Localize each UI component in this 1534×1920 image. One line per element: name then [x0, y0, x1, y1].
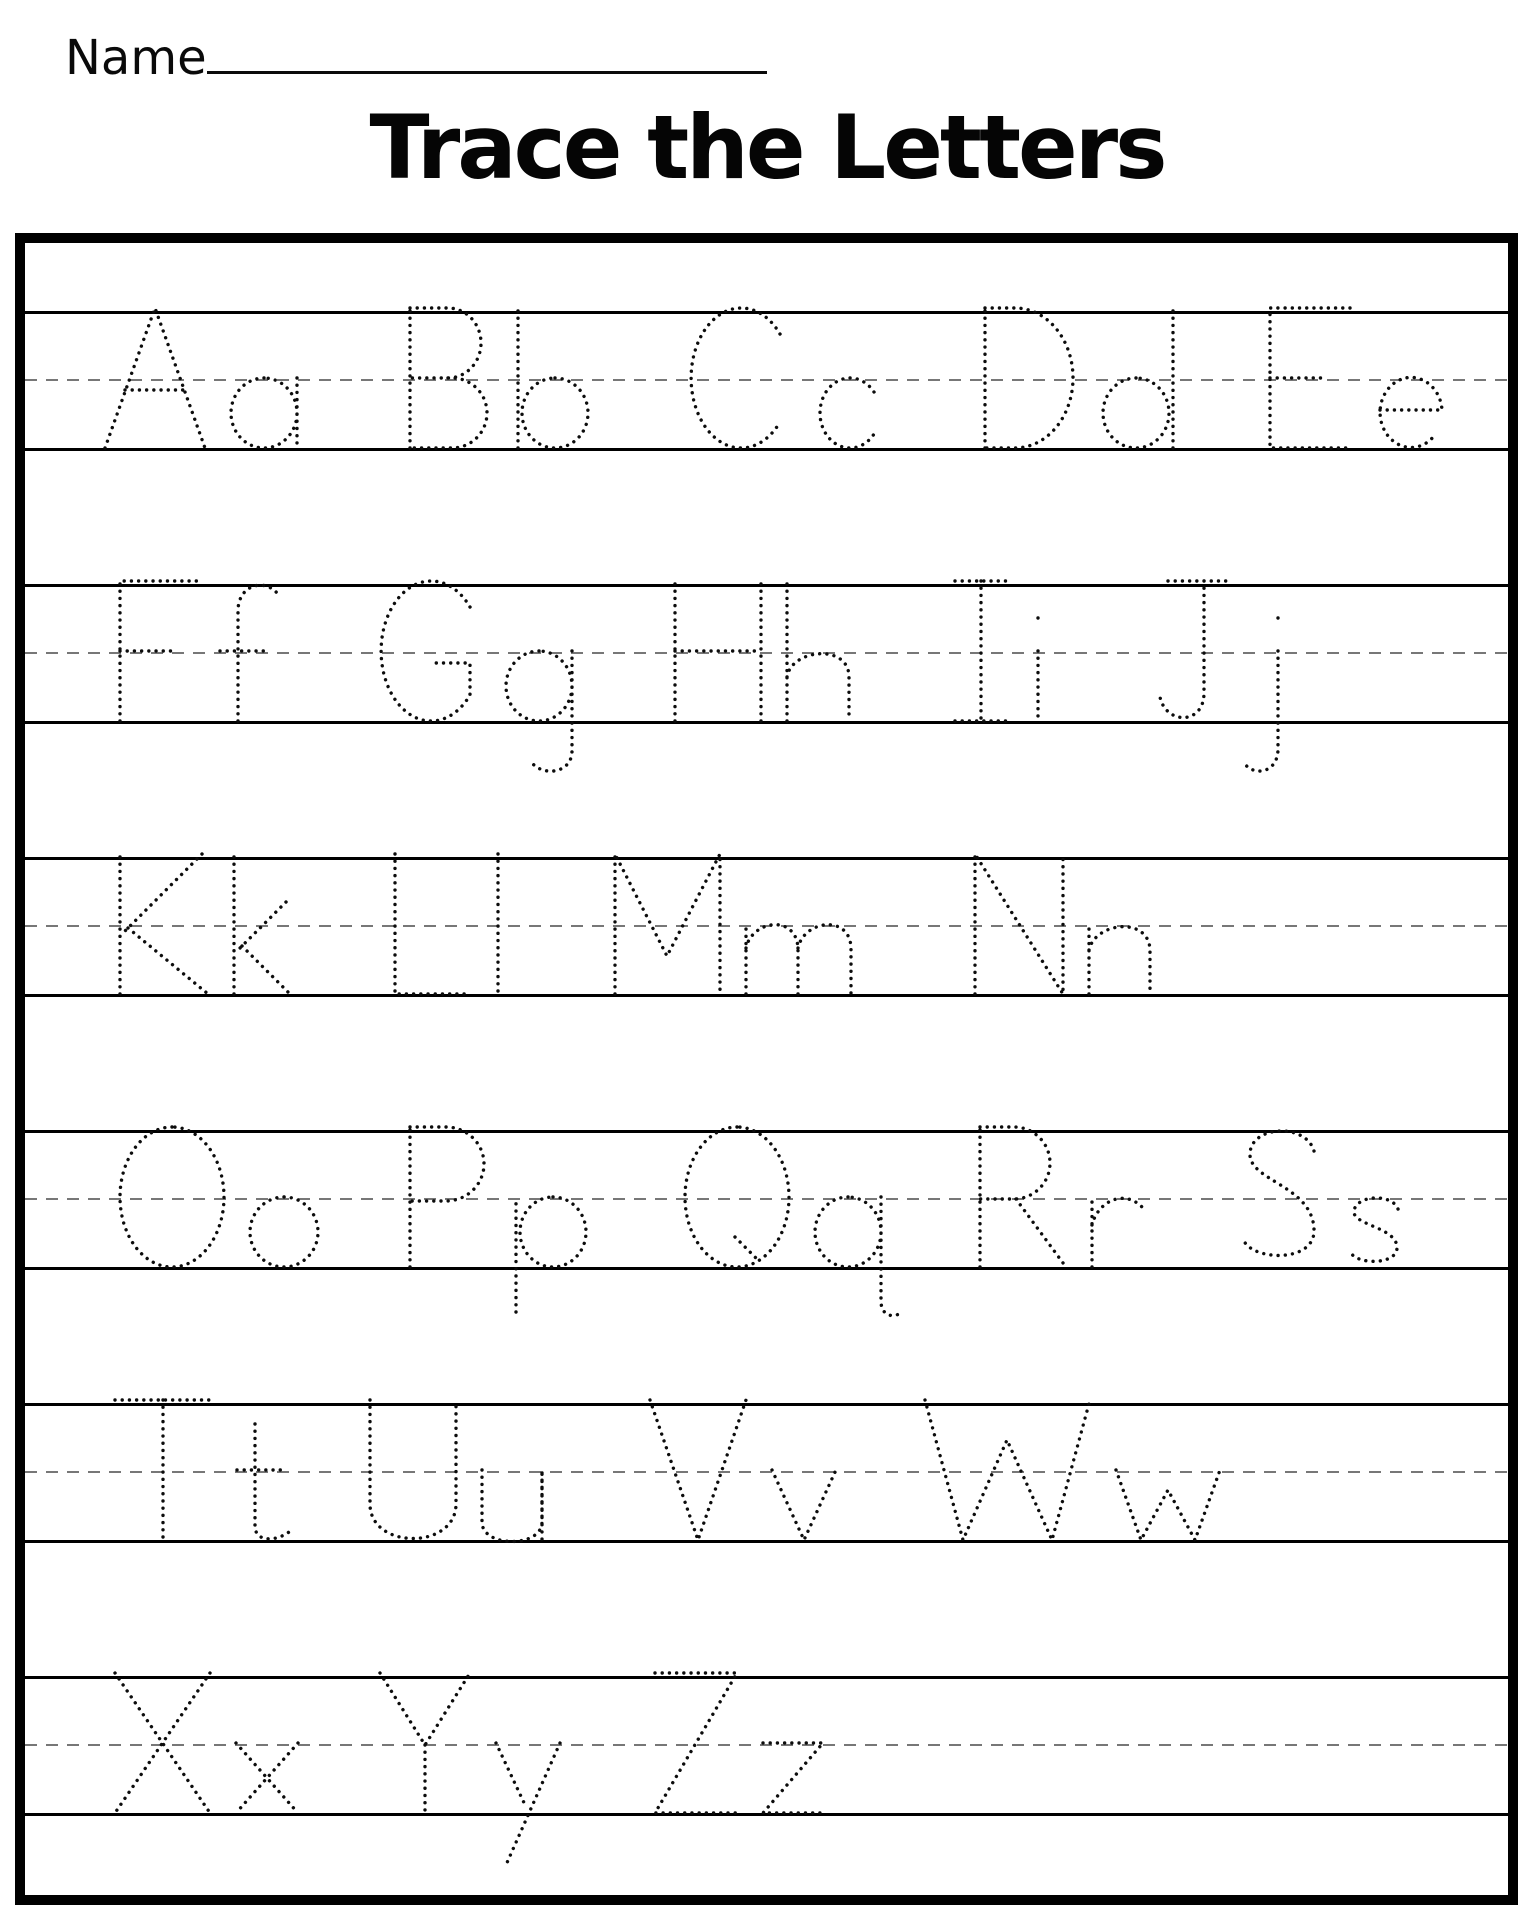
trace-letter-pair-Jj: [1160, 581, 1278, 771]
trace-row-5: [25, 1403, 1508, 1543]
trace-letter-M: [615, 854, 720, 994]
trace-letter-K: [120, 854, 208, 994]
trace-letter-O: [120, 1127, 224, 1267]
trace-letter-I: [955, 581, 1007, 721]
trace-letter-J: [1160, 581, 1226, 718]
trace-letter-R: [980, 1127, 1066, 1267]
trace-letter-pair-Tt: [115, 1400, 289, 1540]
trace-letter-pair-Ll: [395, 854, 498, 994]
trace-letters-row-2: [25, 584, 1508, 724]
trace-letter-F: [120, 581, 198, 721]
trace-letter-j: [1244, 617, 1278, 771]
trace-letter-y: [496, 1743, 560, 1865]
trace-letter-d: [1103, 308, 1173, 448]
trace-letter-W: [925, 1400, 1090, 1540]
trace-letter-pair-Xx: [115, 1673, 298, 1813]
trace-letter-pair-Kk: [120, 854, 290, 994]
trace-letter-v: [772, 1470, 836, 1540]
name-row: [65, 30, 767, 86]
name-fill-line: [207, 71, 767, 74]
trace-letter-H: [675, 581, 761, 721]
trace-letter-S: [1244, 1131, 1314, 1255]
trace-letter-pair-Ss: [1244, 1131, 1398, 1261]
trace-letter-pair-Ff: [120, 581, 280, 721]
trace-letter-pair-Ii: [955, 581, 1038, 721]
trace-letters-row-1: [25, 311, 1508, 451]
name-label: Name: [65, 30, 207, 86]
trace-letter-pair-Uu: [370, 1400, 542, 1542]
trace-letter-E: [1270, 308, 1350, 448]
trace-letter-x: [236, 1743, 298, 1813]
trace-letter-Y: [380, 1673, 470, 1813]
trace-letters-row-5: [25, 1403, 1508, 1543]
trace-letter-pair-Mm: [615, 854, 851, 994]
trace-letter-N: [975, 854, 1063, 994]
trace-letter-L: [395, 854, 467, 994]
trace-letter-pair-Dd: [985, 308, 1173, 448]
trace-letter-pair-Ww: [925, 1400, 1220, 1540]
trace-letter-t: [237, 1424, 289, 1539]
trace-row-6: [25, 1676, 1508, 1816]
trace-letter-h: [787, 581, 849, 721]
trace-letter-n: [1089, 924, 1150, 994]
trace-letter-pair-Gg: [381, 581, 572, 771]
trace-row-4: [25, 1130, 1508, 1270]
trace-letter-u: [482, 1470, 542, 1542]
trace-letter-o: [250, 1197, 318, 1267]
trace-letter-pair-Hh: [675, 581, 849, 721]
trace-letter-P: [410, 1127, 484, 1267]
trace-letter-s: [1351, 1198, 1398, 1261]
trace-row-2: [25, 584, 1508, 724]
trace-letter-X: [115, 1673, 210, 1813]
trace-letter-k: [234, 854, 290, 994]
trace-letter-A: [105, 308, 205, 448]
trace-letter-g: [506, 651, 572, 771]
trace-letter-w: [1116, 1470, 1220, 1540]
trace-letter-pair-Ee: [1270, 308, 1442, 448]
trace-letter-z: [763, 1743, 823, 1813]
trace-letter-m: [746, 924, 851, 994]
trace-letter-G: [381, 581, 470, 721]
trace-letter-pair-Zz: [655, 1673, 823, 1813]
trace-letter-pair-Vv: [650, 1400, 836, 1540]
trace-row-3: [25, 857, 1508, 997]
trace-letter-pair-Qq: [685, 1127, 903, 1316]
tracing-area: [15, 233, 1518, 1905]
trace-letter-b: [518, 308, 588, 448]
trace-letter-e: [1380, 377, 1442, 447]
trace-letters-row-4: [25, 1130, 1508, 1270]
trace-letter-r: [1092, 1197, 1142, 1267]
trace-letter-pair-Nn: [975, 854, 1150, 994]
trace-letters-row-3: [25, 857, 1508, 997]
trace-letter-a: [231, 378, 297, 448]
trace-letter-pair-Yy: [380, 1673, 560, 1865]
trace-letter-U: [370, 1400, 456, 1539]
trace-letter-pair-Rr: [980, 1127, 1142, 1267]
trace-letter-pair-Bb: [410, 308, 588, 448]
trace-letter-V: [650, 1400, 746, 1540]
trace-row-1: [25, 311, 1508, 451]
trace-letter-C: [691, 308, 780, 448]
trace-letters-row-6: [25, 1676, 1508, 1816]
trace-letter-pair-Pp: [410, 1127, 586, 1312]
trace-letter-D: [985, 308, 1073, 448]
trace-letter-B: [410, 308, 487, 448]
trace-letter-p: [516, 1197, 586, 1312]
trace-letter-T: [115, 1400, 211, 1540]
trace-letter-Q: [685, 1127, 789, 1267]
trace-letter-c: [820, 378, 874, 448]
trace-letter-f: [220, 585, 280, 721]
page-title: Trace the Letters: [369, 96, 1165, 199]
trace-letter-pair-Aa: [105, 308, 297, 448]
trace-letter-pair-Cc: [691, 308, 874, 448]
trace-letter-q: [815, 1197, 903, 1316]
trace-letter-pair-Oo: [120, 1127, 318, 1267]
trace-letter-Z: [655, 1673, 737, 1813]
